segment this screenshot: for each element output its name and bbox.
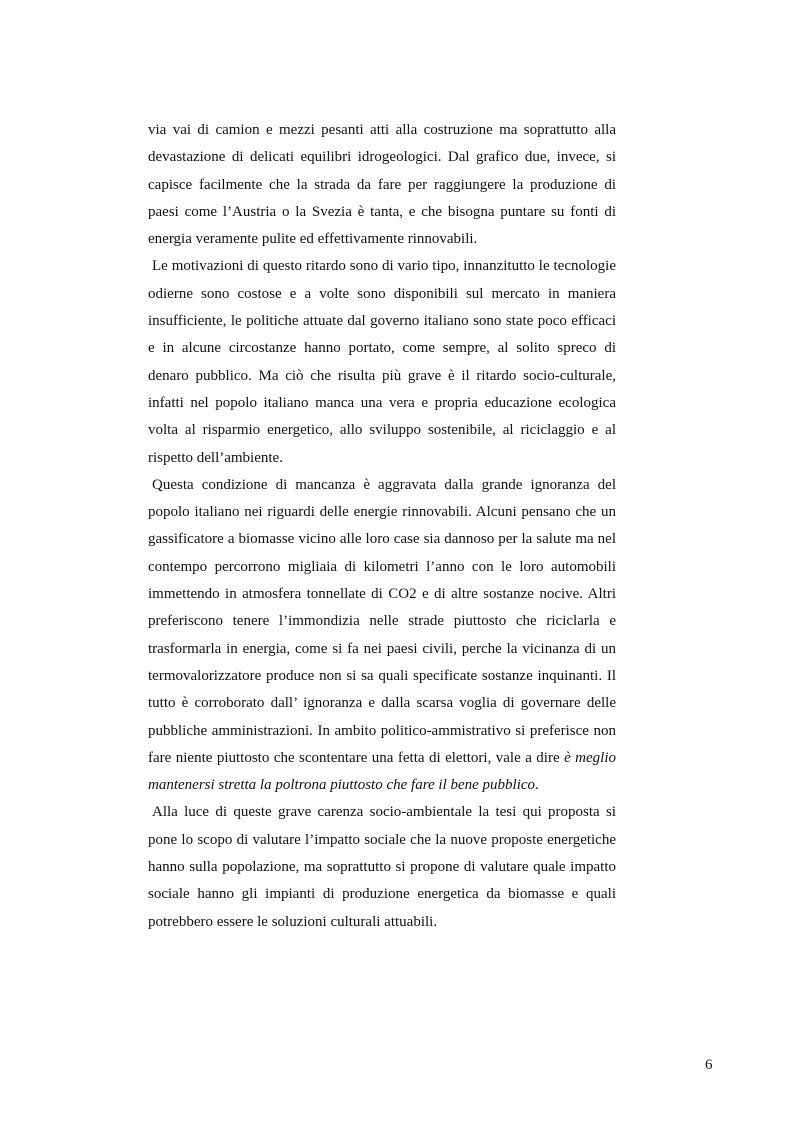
page-number: 6	[705, 1057, 713, 1073]
paragraph-1-text: via vai di camion e mezzi pesanti atti alla costruzione ma soprattutto alla devastazione di delicati equilibri idrogeologici. Dal grafico due, invece, si capisce facilmente che la strada da fare per raggiungere la produzione di paesi come l’Austria o la Svezia è tanta, e che bisogna puntare su fonti di energia veramente pulite ed effettivamente rinnovabili.	[148, 122, 616, 248]
paragraph-3-text-end: .	[535, 777, 539, 794]
paragraph-3-text: Questa condizione di mancanza è aggravata dalla grande ignoranza del popolo italiano nei riguardi delle energie rinnovabili. Alcuni pensano che un gassificatore a biomasse vicino alle loro case sia dannoso per la salute ma nel contempo percorrono migliaia di kilometri l’anno con le loro automobili immettendo in atmosfera tonnellate di CO2 e di altre sostanze nocive. Altri preferiscono tenere l’immondizia nelle strade piuttosto che riciclarla e trasformarla in energia, come si fa nei paesi civili, perche la vicinanza di un termovalorizzatore produce non si sa quali specificate sostanze inquinanti. Il tutto è corroborato dall’ ignoranza e dalla scarsa voglia di governare delle pubbliche amministrazioni. In ambito politico-ammistrativo si preferisce non fare niente piuttosto che scontentare una fetta di elettori, vale a dire	[148, 476, 616, 766]
paragraph-3	[148, 472, 616, 800]
paragraph-4-text: Alla luce di queste grave carenza socio-ambientale la tesi qui proposta si pone lo scopo di valutare l’impatto sociale che la nuove proposte energetiche hanno sulla popolazione, ma soprattutto si propone di valutare quale impatto sociale hanno gli impianti di produzione energetica da biomasse e quali potrebbero essere le soluzioni culturali attuabili.	[148, 804, 616, 930]
body-text	[148, 117, 616, 936]
paragraph-2-text: Le motivazioni di questo ritardo sono di vario tipo, innanzitutto le tecnologie odierne sono costose e a volte sono disponibili sul mercato in maniera insufficiente, le politiche attuate dal governo italiano sono state poco efficaci e in alcune circostanze hanno portato, come sempre, al solito spreco di denaro pubblico. Ma ciò che risulta più grave è il ritardo socio-culturale, infatti nel popolo italiano manca una vera e propria educazione ecologica volta al risparmio energetico, allo sviluppo sostenibile, al riciclaggio e al rispetto dell’ambiente.	[148, 258, 616, 466]
paragraph-3-italic-quote: è meglio mantenersi stretta la poltrona piuttosto che fare il bene pubblico	[148, 749, 616, 794]
paragraph-1	[148, 117, 616, 253]
paragraph-2	[148, 253, 616, 471]
paragraph-4	[148, 799, 616, 935]
